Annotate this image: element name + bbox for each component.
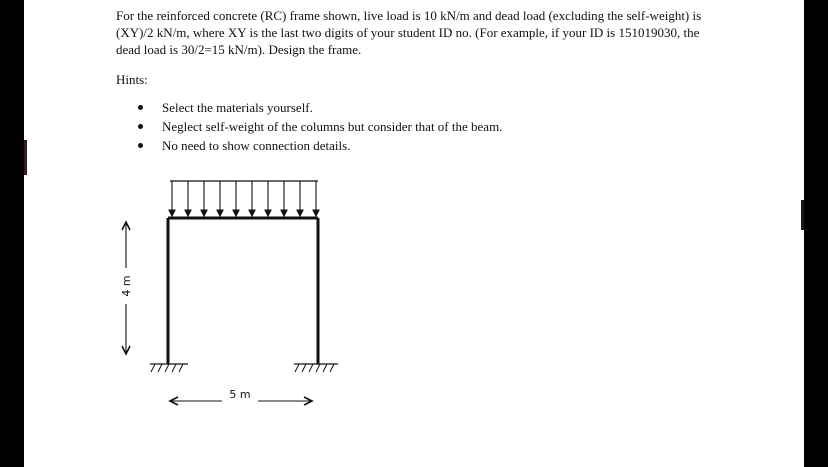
load-arrows xyxy=(169,181,319,216)
hint-item: Neglect self-weight of the columns but consider that of the beam. xyxy=(138,117,502,136)
hint-item: Select the materials yourself. xyxy=(138,98,502,117)
rc-frame-diagram xyxy=(24,0,804,467)
problem-statement: For the reinforced concrete (RC) frame shown, live load is 10 kN/m and dead load (excluding the self-weight) is (XY)/2 kN/m, where XY is the last two digits of your student ID no. (For example, if your ID is 151019030, the dead load is 30/2=15 kN/m). Design the frame. xyxy=(116,8,702,57)
span-dimension xyxy=(170,388,312,405)
frame-members xyxy=(168,218,318,364)
right-fixed-support xyxy=(294,364,338,372)
distributed-load xyxy=(169,181,319,216)
span-dimension-label: 5 m xyxy=(229,388,251,401)
document-page xyxy=(24,0,804,467)
height-dimension-label: 4 m xyxy=(120,275,133,297)
hints-label: Hints: xyxy=(116,72,148,87)
hint-item: No need to show connection details. xyxy=(138,136,502,155)
left-fixed-support xyxy=(150,364,188,372)
height-dimension xyxy=(120,222,133,354)
